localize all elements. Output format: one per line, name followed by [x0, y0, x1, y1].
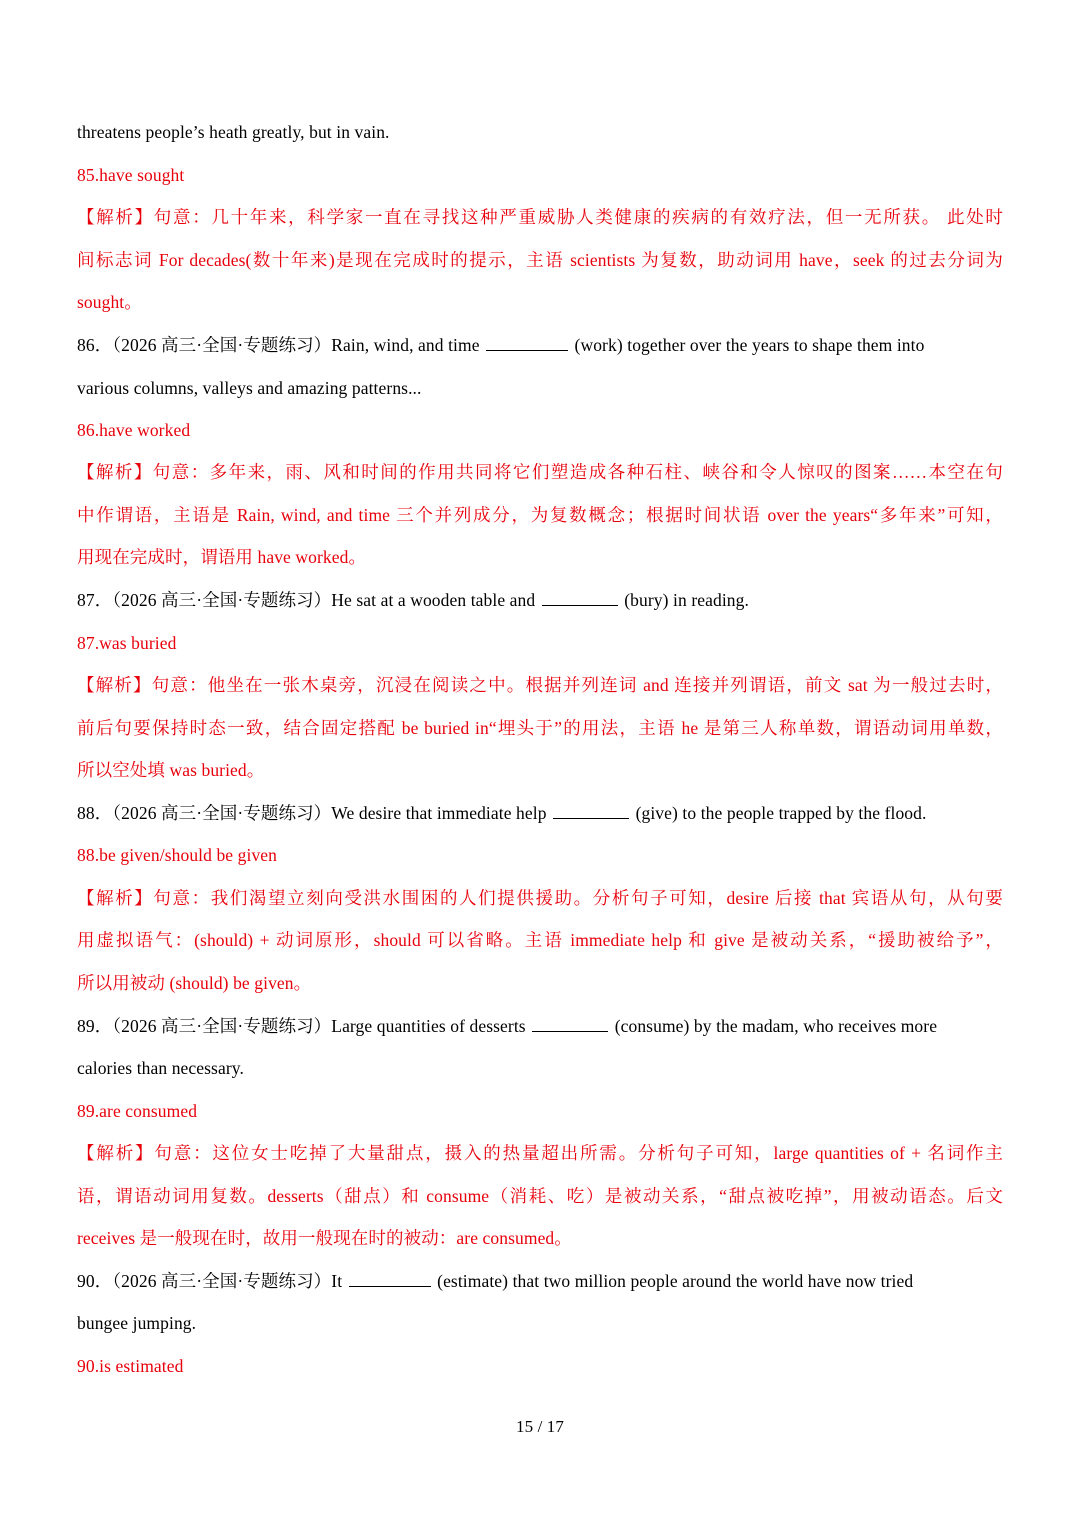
analysis-line: receives 是一般现在时，故用一般现在时的被动：are consumed。 — [77, 1228, 572, 1248]
question-text: 88．（2026 高三·全国·专题练习）We desire that immediate help — [77, 803, 547, 823]
analysis-line: 【解析】句意：这位女士吃掉了大量甜点，摄入的热量超出所需。分析句子可知，large quantities of + 名词作主 — [77, 1143, 1003, 1163]
analysis-line: 用虚拟语气：(should) + 动词原形，should 可以省略。主语 immediate help 和 give 是被动关系，“援助被给予”， — [77, 930, 1003, 950]
text-line: bungee jumping. — [77, 1313, 197, 1333]
answer-88: 88.be given/should be given — [77, 845, 278, 865]
question-90 — [77, 1269, 1003, 1293]
text-line: calories than necessary. — [77, 1058, 244, 1078]
question-text: 86．（2026 高三·全国·专题练习）Rain, wind, and time — [77, 335, 480, 355]
answer-87: 87.was buried — [77, 633, 177, 653]
analysis-line: 用现在完成时，谓语用 have worked。 — [77, 547, 367, 567]
page-number: 15 / 17 — [516, 1417, 564, 1436]
analysis-line: 所以用被动 (should) be given。 — [77, 973, 312, 993]
answer-85: 85.have sought — [77, 165, 185, 185]
analysis-line: 【解析】句意：我们渴望立刻向受洪水围困的人们提供援助。分析句子可知，desire 后接 that 宾语从句，从句要 — [77, 888, 1003, 908]
answer-blank — [532, 1017, 608, 1032]
question-text: 87．（2026 高三·全国·专题练习）He sat at a wooden table and — [77, 590, 536, 610]
analysis-line: sought。 — [77, 292, 142, 312]
answer-blank — [553, 804, 629, 819]
question-86 — [77, 333, 1003, 357]
answer-89: 89.are consumed — [77, 1101, 198, 1121]
question-text: (consume) by the madam, who receives more — [614, 1016, 938, 1036]
answer-90: 90.is estimated — [77, 1356, 184, 1376]
analysis-line: 前后句要保持时态一致，结合固定搭配 be buried in“埋头于”的用法，主语 he 是第三人称单数，谓语动词用单数， — [77, 718, 1003, 738]
text-line: threatens people’s heath greatly, but in vain. — [77, 122, 390, 142]
question-text: (give) to the people trapped by the flood. — [635, 803, 927, 823]
question-89 — [77, 1014, 1003, 1038]
analysis-line: 语，谓语动词用复数。desserts（甜点）和 consume（消耗、吃）是被动关系，“甜点被吃掉”，用被动语态。后文 — [77, 1186, 1003, 1206]
analysis-line: 【解析】句意：他坐在一张木桌旁，沉浸在阅读之中。根据并列连词 and 连接并列谓语，前文 sat 为一般过去时， — [77, 675, 1003, 695]
question-88 — [77, 801, 1003, 825]
question-87 — [77, 588, 1003, 612]
analysis-line: 所以空处填 was buried。 — [77, 760, 265, 780]
question-text: (estimate) that two million people around the world have now tried — [437, 1271, 914, 1291]
answer-86: 86.have worked — [77, 420, 191, 440]
answer-blank — [349, 1272, 431, 1287]
question-text: 90．（2026 高三·全国·专题练习）It — [77, 1271, 343, 1291]
question-text: 89．（2026 高三·全国·专题练习）Large quantities of desserts — [77, 1016, 526, 1036]
question-text: (work) together over the years to shape them into — [574, 335, 925, 355]
question-text: (bury) in reading. — [624, 590, 749, 610]
text-line: various columns, valleys and amazing patterns... — [77, 378, 422, 398]
answer-blank — [486, 336, 568, 351]
analysis-line: 【解析】句意：多年来，雨、风和时间的作用共同将它们塑造成各种石柱、峡谷和令人惊叹的图案……本空在句 — [77, 462, 1003, 482]
answer-blank — [542, 591, 618, 606]
analysis-line: 间标志词 For decades(数十年来)是现在完成时的提示，主语 scientists 为复数，助动词用 have，seek 的过去分词为 — [77, 250, 1003, 270]
analysis-line: 中作谓语，主语是 Rain, wind, and time 三个并列成分，为复数概念；根据时间状语 over the years“多年来”可知， — [77, 505, 1003, 525]
analysis-line: 【解析】句意：几十年来，科学家一直在寻找这种严重威胁人类健康的疾病的有效疗法，但一无所获。 此处时 — [77, 207, 1003, 227]
